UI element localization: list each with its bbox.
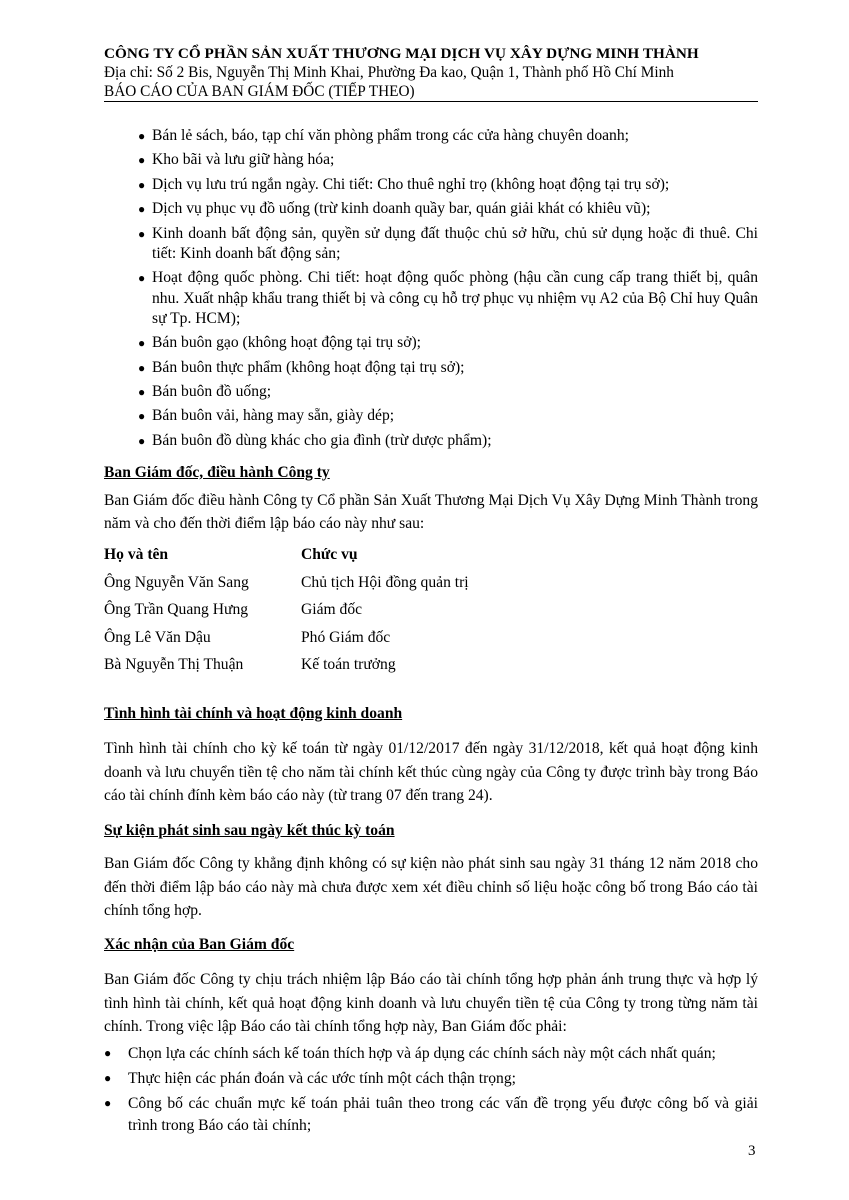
member-title: Kế toán trưởng [301,656,396,673]
member-title: Phó Giám đốc [301,628,391,646]
bullet-icon: ● [138,153,146,168]
member-name: Ông Lê Văn Dậu [104,628,211,646]
member-name: Bà Nguyễn Thị Thuận [104,656,244,673]
list-item: ● Dịch vụ lưu trú ngắn ngày. Chi tiết: Cho thuê nghỉ trọ (không hoạt động tại trụ sở); [138,175,670,193]
bullet-icon: ● [138,226,146,241]
bullet-icon: ● [138,202,146,217]
bullet-icon: ● [138,385,146,400]
page-number: 3 [748,1143,756,1159]
company-name: CÔNG TY CỔ PHẦN SẢN XUẤT THƯƠNG MẠI DỊCH VỤ XÂY DỰNG MINH THÀNH [104,45,699,62]
confirmation-heading: Xác nhận của Ban Giám đốc [104,936,295,953]
bullet-icon: ● [138,129,146,143]
table-row [104,572,604,600]
bullet-icon: ● [138,433,146,448]
list-item: ● Chọn lựa các chính sách kế toán thích hợp và áp dụng các chính sách này một cách nhất quán; [104,1045,716,1062]
bullet-icon: ● [104,1046,112,1060]
list-item: ● Bán buôn vải, hàng may sẵn, giày dép; [138,407,395,425]
bullet-icon: ● [138,271,146,286]
management-table [104,544,604,682]
column-header-title: Chức vụ [301,546,358,563]
table-row [104,627,604,655]
confirmation-list [104,1043,758,1140]
document-header [104,45,758,101]
bullet-icon: ● [138,409,146,424]
bullet-icon: ● [104,1096,112,1111]
management-heading: Ban Giám đốc, điều hành Công ty [104,464,330,481]
list-item: ● Bán buôn đồ uống; [138,383,272,401]
list-item: ● Dịch vụ phục vụ đồ uống (trừ kinh doanh quầy bar, quán giải khát có khiêu vũ); [138,200,651,218]
member-title: Giám đốc [301,601,363,618]
confirmation-text: Ban Giám đốc Công ty chịu trách nhiệm lập Báo cáo tài chính tổng hợp phản ánh trung thực và hợp lý tình hình tài chính, kết quả hoạt động kinh doanh và lưu chuyển tiền tệ của Công ty trong từng năm tài chính. Trong việc lập Báo cáo tài chính tổng hợp này, Ban Giám đốc phải: [104,971,758,1035]
bullet-icon: ● [138,177,146,192]
bullet-icon: ● [104,1071,112,1086]
table-header-row [104,544,604,572]
business-lines-list [138,126,758,455]
financial-heading: Tình hình tài chính và hoạt động kinh doanh [104,705,403,722]
list-item: ● Hoạt động quốc phòng. Chi tiết: hoạt động quốc phòng (hậu cần cung cấp trang thiết bị, quân nhu. Xuất nhập khẩu trang thiết bị và công cụ hỗ trợ phục vụ nhiệm vụ A2 của Bộ Chỉ huy Quân sự Tp. HCM); [138,269,758,327]
list-item: ● Kinh doanh bất động sản, quyền sử dụng đất thuộc chủ sở hữu, chủ sử dụng hoặc đi thuê. Chi tiết: Kinh doanh bất động sản; [138,224,758,262]
bullet-icon: ● [138,360,146,375]
events-heading: Sự kiện phát sinh sau ngày kết thúc kỳ toán [104,822,395,839]
report-title: BÁO CÁO CỦA BAN GIÁM ĐỐC (TIẾP THEO) [104,83,415,100]
member-name: Ông Trần Quang Hưng [104,601,249,618]
member-title: Chủ tịch Hội đồng quản trị [301,573,469,591]
list-item: ● Bán buôn gạo (không hoạt động tại trụ sở); [138,334,421,352]
column-header-name: Họ và tên [104,546,169,563]
table-row [104,599,604,627]
management-intro: Ban Giám đốc điều hành Công ty Cổ phần Sản Xuất Thương Mại Dịch Vụ Xây Dựng Minh Thành trong năm và cho đến thời điểm lập báo cáo này như sau: [104,492,758,532]
events-text: Ban Giám đốc Công ty khẳng định không có sự kiện nào phát sinh sau ngày 31 tháng 12 năm 2018 cho đến thời điểm lập báo cáo này mà chưa được xem xét điều chỉnh số liệu hoặc công bố trong Báo cáo tài chính tổng hợp. [104,855,758,919]
list-item: ● Công bố các chuẩn mực kế toán phải tuân theo trong các vấn đề trọng yếu được công bố và giải trình trong Báo cáo tài chính; [104,1095,758,1134]
list-item: ● Bán lẻ sách, báo, tạp chí văn phòng phẩm trong các cửa hàng chuyên doanh; [138,127,629,144]
financial-text: Tình hình tài chính cho kỳ kế toán từ ngày 01/12/2017 đến ngày 31/12/2018, kết quả hoạt động kinh doanh và lưu chuyển tiền tệ cho năm tài chính kết thúc cùng ngày của Công ty được trình bày trong Báo cáo tài chính đính kèm báo cáo này (từ trang 07 đến trang 24). [104,740,758,804]
member-name: Ông Nguyễn Văn Sang [104,573,249,591]
list-item: ● Thực hiện các phán đoán và các ước tính một cách thận trọng; [104,1070,516,1088]
list-item: ● Bán buôn thực phẩm (không hoạt động tại trụ sở); [138,358,465,376]
table-row [104,654,604,682]
list-item: ● Kho bãi và lưu giữ hàng hóa; [138,151,335,169]
company-address: Địa chỉ: Số 2 Bis, Nguyễn Thị Minh Khai, Phường Đa kao, Quận 1, Thành phố Hồ Chí Minh [104,64,674,81]
header-divider [104,101,758,102]
list-item: ● Bán buôn đồ dùng khác cho gia đình (trừ dược phẩm); [138,431,492,449]
bullet-icon: ● [138,336,146,351]
